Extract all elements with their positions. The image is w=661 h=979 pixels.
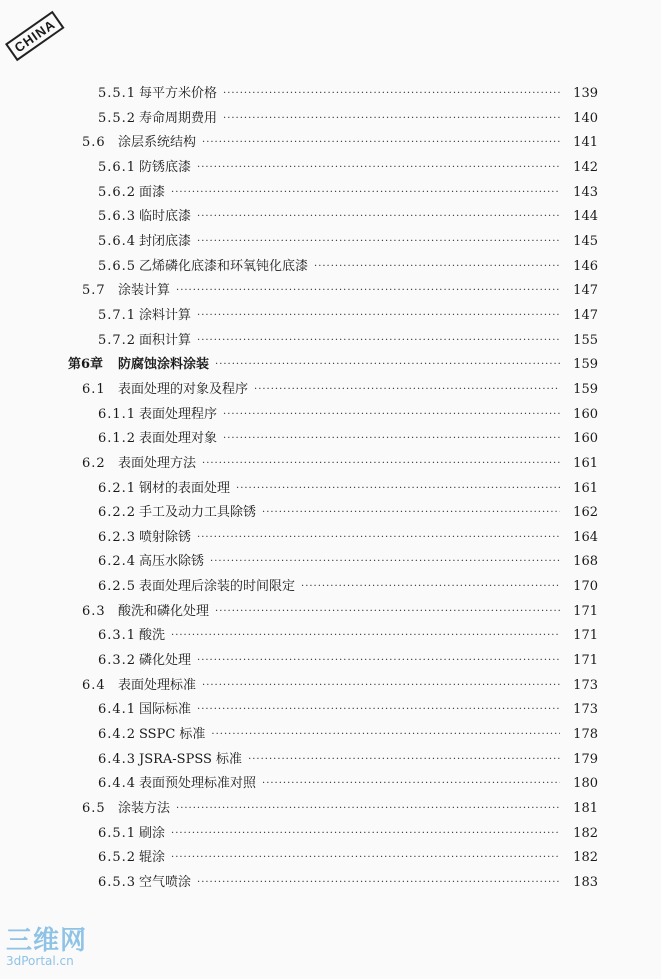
toc-leader-dots xyxy=(197,158,560,178)
toc-title: 酸洗和磷化处理 xyxy=(118,603,210,619)
toc-entry xyxy=(0,109,661,134)
toc-entry xyxy=(0,207,661,232)
toc-entry xyxy=(0,429,661,454)
toc-row xyxy=(98,626,598,646)
toc-page-number: 179 xyxy=(573,751,598,767)
toc-leader-dots xyxy=(176,281,560,301)
toc-leader-dots xyxy=(197,873,560,893)
toc-number: 6.5.1 xyxy=(98,825,137,841)
toc-number: 5.6 xyxy=(82,135,106,151)
toc-entry xyxy=(0,848,661,873)
toc-title: 涂装计算 xyxy=(118,283,171,299)
toc-row xyxy=(98,651,598,671)
toc-title: 喷射除锈 xyxy=(139,529,192,545)
toc-number: 6.5 xyxy=(82,801,106,817)
toc-entry xyxy=(0,577,661,602)
toc-entry xyxy=(0,824,661,849)
toc-leader-dots xyxy=(197,331,560,351)
toc-leader-dots xyxy=(254,380,560,400)
toc-page-number: 144 xyxy=(573,209,598,225)
toc-number: 5.6.5 xyxy=(98,258,137,274)
toc-leader-dots xyxy=(211,725,560,745)
toc-row xyxy=(98,848,598,868)
toc-entry xyxy=(0,405,661,430)
toc-page-number: 140 xyxy=(573,110,598,126)
toc-leader-dots xyxy=(314,257,560,277)
toc-number: 6.4.1 xyxy=(98,702,137,718)
toc-entry xyxy=(0,528,661,553)
toc-leader-dots xyxy=(197,700,560,720)
toc-entry xyxy=(0,725,661,750)
toc-leader-dots xyxy=(223,109,560,129)
toc-page-number: 146 xyxy=(573,258,598,274)
toc-number: 6.1 xyxy=(82,381,106,397)
toc-leader-dots xyxy=(197,232,560,252)
toc-number: 6.5.2 xyxy=(98,850,137,866)
toc-leader-dots xyxy=(202,676,560,696)
toc-title: 涂料计算 xyxy=(139,307,192,323)
toc-page-number: 159 xyxy=(573,357,598,373)
toc-title: 封闭底漆 xyxy=(139,233,192,249)
toc-entry xyxy=(0,750,661,775)
toc-number: 6.2 xyxy=(82,455,106,471)
toc-row xyxy=(98,774,598,794)
toc-page-number: 142 xyxy=(573,159,598,175)
toc-page-number: 182 xyxy=(573,825,598,841)
toc-row xyxy=(98,503,598,523)
toc-leader-dots xyxy=(202,454,560,474)
toc-title: 临时底漆 xyxy=(139,209,192,225)
site-watermark xyxy=(6,928,87,967)
toc-page-number: 171 xyxy=(573,603,598,619)
toc-leader-dots xyxy=(236,479,560,499)
toc-entry xyxy=(0,873,661,898)
toc-title: 辊涂 xyxy=(139,850,166,866)
toc-number: 6.1.1 xyxy=(98,406,137,422)
toc-number: 5.7.1 xyxy=(98,307,137,323)
toc-title: 表面处理对象 xyxy=(139,431,218,447)
toc-number: 6.2.4 xyxy=(98,554,137,570)
toc-entry xyxy=(0,84,661,109)
toc-title: 表面处理方法 xyxy=(118,455,197,471)
toc-row xyxy=(98,232,598,252)
toc-leader-dots xyxy=(215,355,560,375)
table-of-contents xyxy=(0,84,661,898)
toc-title: 涂装方法 xyxy=(118,801,171,817)
toc-page-number: 162 xyxy=(573,505,598,521)
toc-leader-dots xyxy=(248,750,560,770)
toc-page-number: 145 xyxy=(573,233,598,249)
toc-entry xyxy=(0,626,661,651)
toc-number: 5.7 xyxy=(82,283,106,299)
toc-leader-dots xyxy=(262,503,560,523)
toc-row xyxy=(98,577,598,597)
toc-entry xyxy=(0,676,661,701)
toc-title: 钢材的表面处理 xyxy=(139,480,231,496)
toc-row xyxy=(98,552,598,572)
toc-page-number: 161 xyxy=(573,480,598,496)
toc-entry xyxy=(0,133,661,158)
toc-number: 6.2.1 xyxy=(98,480,137,496)
toc-page-number: 147 xyxy=(573,283,598,299)
toc-number: 6.1.2 xyxy=(98,431,137,447)
toc-entry xyxy=(0,479,661,504)
toc-number: 5.6.2 xyxy=(98,184,137,200)
toc-page-number: 182 xyxy=(573,850,598,866)
toc-page-number: 164 xyxy=(573,529,598,545)
toc-row xyxy=(98,183,598,203)
toc-row xyxy=(98,306,598,326)
toc-page-number: 147 xyxy=(573,307,598,323)
toc-row xyxy=(98,109,598,129)
toc-page-number: 171 xyxy=(573,653,598,669)
toc-row xyxy=(98,405,598,425)
toc-entry xyxy=(0,331,661,356)
toc-row xyxy=(98,700,598,720)
toc-leader-dots xyxy=(197,651,560,671)
toc-leader-dots xyxy=(197,528,560,548)
toc-leader-dots xyxy=(223,429,560,449)
toc-number: 5.5.1 xyxy=(98,86,137,101)
toc-entry xyxy=(0,281,661,306)
toc-row xyxy=(98,429,598,449)
toc-number: 6.5.3 xyxy=(98,875,137,890)
toc-row xyxy=(98,750,598,770)
toc-number: 6.4 xyxy=(82,677,106,693)
toc-title: 刷涂 xyxy=(139,825,166,841)
toc-page-number: 143 xyxy=(573,184,598,200)
toc-row xyxy=(98,528,598,548)
toc-entry xyxy=(0,183,661,208)
toc-page-number: 139 xyxy=(573,86,598,101)
toc-number: 5.6.4 xyxy=(98,233,137,249)
toc-title: 手工及动力工具除锈 xyxy=(139,505,257,521)
toc-title: 每平方米价格 xyxy=(139,86,218,101)
toc-entry xyxy=(0,774,661,799)
toc-leader-dots xyxy=(202,133,560,153)
toc-row xyxy=(68,355,598,375)
toc-row xyxy=(98,824,598,844)
toc-row xyxy=(82,602,598,622)
toc-row xyxy=(82,799,598,819)
toc-number: 6.4.3 xyxy=(98,751,137,767)
toc-title: 表面处理的对象及程序 xyxy=(118,381,249,397)
toc-row xyxy=(98,873,598,893)
toc-page-number: 155 xyxy=(573,332,598,348)
toc-entry xyxy=(0,700,661,725)
toc-entry xyxy=(0,503,661,528)
toc-leader-dots xyxy=(223,405,560,425)
toc-title: SSPC 标准 xyxy=(139,727,206,743)
toc-leader-dots xyxy=(223,84,560,104)
toc-title: 面积计算 xyxy=(139,332,192,348)
toc-page-number: 180 xyxy=(573,776,598,792)
toc-title: 空气喷涂 xyxy=(139,875,192,890)
toc-page-number: 181 xyxy=(573,801,598,817)
toc-page-number: 173 xyxy=(573,702,598,718)
toc-row xyxy=(98,207,598,227)
toc-title: 乙烯磷化底漆和环氧钝化底漆 xyxy=(139,258,309,274)
toc-leader-dots xyxy=(171,848,560,868)
toc-title: 表面处理后涂装的时间限定 xyxy=(139,579,296,595)
watermark-logo-text: 三维网 xyxy=(6,926,88,956)
toc-leader-dots xyxy=(171,626,560,646)
toc-leader-dots xyxy=(171,183,560,203)
china-stamp: CHINA xyxy=(5,11,65,62)
toc-page-number: 178 xyxy=(573,727,598,743)
toc-page-number: 160 xyxy=(573,406,598,422)
toc-leader-dots xyxy=(301,577,560,597)
toc-number: 6.2.2 xyxy=(98,505,137,521)
toc-row xyxy=(98,331,598,351)
toc-title: 表面处理程序 xyxy=(139,406,218,422)
toc-row xyxy=(98,479,598,499)
toc-leader-dots xyxy=(215,602,560,622)
toc-page-number: 141 xyxy=(573,135,598,151)
toc-page-number: 160 xyxy=(573,431,598,447)
toc-leader-dots xyxy=(171,824,560,844)
toc-number: 5.6.1 xyxy=(98,159,137,175)
toc-title: 防腐蚀涂料涂装 xyxy=(118,357,210,373)
toc-leader-dots xyxy=(197,306,560,326)
toc-title: 表面处理标准 xyxy=(118,677,197,693)
toc-number: 5.6.3 xyxy=(98,209,137,225)
toc-entry xyxy=(0,799,661,824)
toc-title: 表面预处理标准对照 xyxy=(139,776,257,792)
toc-number: 6.3.1 xyxy=(98,628,137,644)
watermark-url: 3dPortal.cn xyxy=(6,954,74,968)
toc-entry xyxy=(0,380,661,405)
toc-title: 酸洗 xyxy=(139,628,166,644)
toc-row xyxy=(98,158,598,178)
toc-page-number: 183 xyxy=(573,875,598,890)
toc-row xyxy=(98,257,598,277)
toc-entry xyxy=(0,306,661,331)
toc-number: 5.5.2 xyxy=(98,110,137,126)
toc-number: 6.2.3 xyxy=(98,529,137,545)
toc-leader-dots xyxy=(176,799,560,819)
toc-entry xyxy=(0,257,661,282)
toc-entry xyxy=(0,651,661,676)
toc-title: 防锈底漆 xyxy=(139,159,192,175)
toc-entry xyxy=(0,355,661,380)
toc-title: JSRA-SPSS 标准 xyxy=(139,751,243,767)
toc-page-number: 168 xyxy=(573,554,598,570)
toc-title: 涂层系统结构 xyxy=(118,135,197,151)
toc-entry xyxy=(0,602,661,627)
toc-leader-dots xyxy=(197,207,560,227)
toc-number: 6.3.2 xyxy=(98,653,137,669)
toc-page-number: 161 xyxy=(573,455,598,471)
toc-row xyxy=(98,84,598,104)
toc-number: 第6章 xyxy=(68,357,104,373)
toc-page-number: 170 xyxy=(573,579,598,595)
toc-row xyxy=(82,676,598,696)
toc-number: 5.7.2 xyxy=(98,332,137,348)
toc-row xyxy=(82,454,598,474)
toc-title: 面漆 xyxy=(139,184,166,200)
toc-row xyxy=(82,133,598,153)
toc-row xyxy=(98,725,598,745)
toc-title: 国际标准 xyxy=(139,702,192,718)
toc-title: 磷化处理 xyxy=(139,653,192,669)
toc-row xyxy=(82,281,598,301)
toc-row xyxy=(82,380,598,400)
toc-entry xyxy=(0,552,661,577)
toc-entry xyxy=(0,454,661,479)
toc-leader-dots xyxy=(210,552,560,572)
toc-page-number: 173 xyxy=(573,677,598,693)
toc-leader-dots xyxy=(262,774,560,794)
toc-number: 6.4.2 xyxy=(98,727,137,743)
toc-title: 高压水除锈 xyxy=(139,554,205,570)
toc-entry xyxy=(0,232,661,257)
toc-entry xyxy=(0,158,661,183)
toc-title: 寿命周期费用 xyxy=(139,110,218,126)
toc-number: 6.3 xyxy=(82,603,106,619)
toc-number: 6.4.4 xyxy=(98,776,137,792)
toc-page-number: 171 xyxy=(573,628,598,644)
toc-number: 6.2.5 xyxy=(98,579,137,595)
toc-page-number: 159 xyxy=(573,381,598,397)
